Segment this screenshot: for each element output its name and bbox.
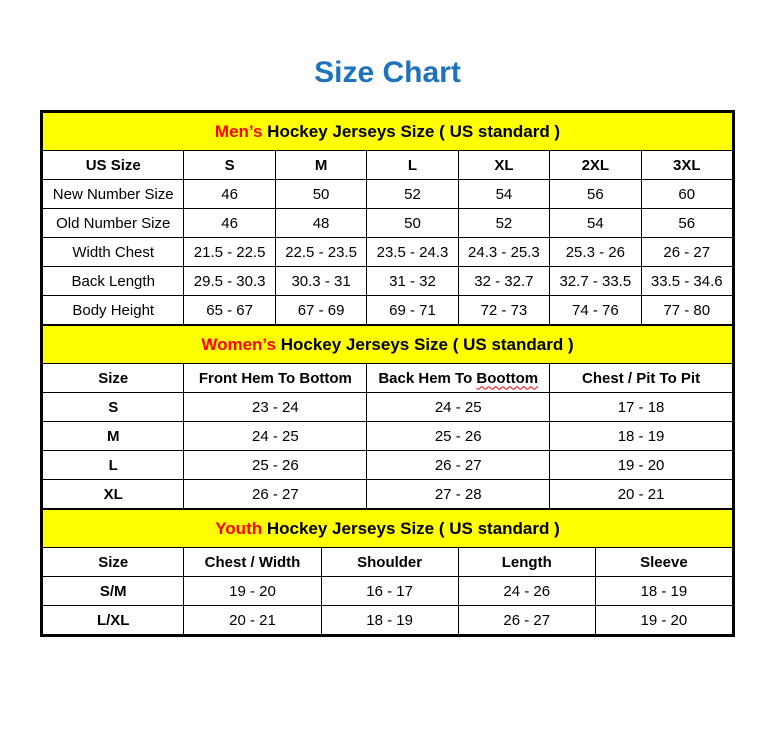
womens-table-cell: 17 - 18	[550, 393, 733, 422]
womens-row-label: S	[43, 393, 184, 422]
mens-table-cell: 21.5 - 22.5	[184, 238, 275, 267]
womens-table-cell: 25 - 26	[184, 451, 367, 480]
mens-table-cell: 48	[275, 209, 366, 238]
womens-row-label: XL	[43, 480, 184, 509]
mens-table-row	[43, 238, 733, 267]
mens-table-cell: 56	[641, 209, 732, 238]
womens-table-row	[43, 393, 733, 422]
page	[40, 56, 735, 637]
youth-table-cell: 18 - 19	[595, 577, 732, 606]
womens-table-row	[43, 451, 733, 480]
mens-table-cell: 54	[550, 209, 641, 238]
mens-table-row	[43, 209, 733, 238]
mens-column-header: L	[367, 151, 458, 180]
womens-header-row	[43, 364, 733, 393]
mens-table-cell: 23.5 - 24.3	[367, 238, 458, 267]
womens-row-label: M	[43, 422, 184, 451]
mens-table-cell: 67 - 69	[275, 296, 366, 325]
womens-section-title	[43, 326, 733, 364]
mens-table-row	[43, 180, 733, 209]
mens-row-label: Body Height	[43, 296, 184, 325]
mens-section-title-text: Hockey Jerseys Size ( US standard )	[262, 121, 561, 141]
womens-row-label: L	[43, 451, 184, 480]
youth-column-header: Shoulder	[321, 548, 458, 577]
womens-table-row	[43, 422, 733, 451]
womens-table-cell: 25 - 26	[367, 422, 550, 451]
mens-table-cell: 72 - 73	[458, 296, 549, 325]
womens-section-banner	[43, 326, 733, 364]
mens-table-cell: 52	[367, 180, 458, 209]
youth-column-header: Chest / Width	[184, 548, 321, 577]
womens-column-header: Front Hem To Bottom	[184, 364, 367, 393]
youth-row-label: S/M	[43, 577, 184, 606]
mens-table-cell: 33.5 - 34.6	[641, 267, 732, 296]
mens-row-label: New Number Size	[43, 180, 184, 209]
mens-table-row	[43, 267, 733, 296]
womens-table-cell: 24 - 25	[184, 422, 367, 451]
mens-table-cell: 25.3 - 26	[550, 238, 641, 267]
mens-column-header: US Size	[43, 151, 184, 180]
mens-table-cell: 24.3 - 25.3	[458, 238, 549, 267]
mens-table-cell: 46	[184, 180, 275, 209]
youth-table-row	[43, 606, 733, 635]
mens-table-cell: 56	[550, 180, 641, 209]
mens-table-cell: 30.3 - 31	[275, 267, 366, 296]
mens-table-cell: 74 - 76	[550, 296, 641, 325]
mens-table-cell: 32 - 32.7	[458, 267, 549, 296]
youth-column-header: Sleeve	[595, 548, 732, 577]
mens-table-cell: 32.7 - 33.5	[550, 267, 641, 296]
mens-table-cell: 77 - 80	[641, 296, 732, 325]
womens-column-header: Chest / Pit To Pit	[550, 364, 733, 393]
mens-table-row	[43, 296, 733, 325]
womens-column-header: Back Hem To Boottom	[367, 364, 550, 393]
womens-size-table	[42, 325, 733, 509]
mens-table-cell: 60	[641, 180, 732, 209]
womens-table-cell: 26 - 27	[367, 451, 550, 480]
youth-section-title	[43, 510, 733, 548]
youth-row-label: L/XL	[43, 606, 184, 635]
youth-column-header: Size	[43, 548, 184, 577]
youth-table-cell: 24 - 26	[458, 577, 595, 606]
mens-table-cell: 69 - 71	[367, 296, 458, 325]
youth-size-table	[42, 509, 733, 635]
mens-row-label: Old Number Size	[43, 209, 184, 238]
youth-section-banner	[43, 510, 733, 548]
mens-column-header: M	[275, 151, 366, 180]
youth-table-cell: 19 - 20	[595, 606, 732, 635]
mens-column-header: 3XL	[641, 151, 732, 180]
youth-column-header: Length	[458, 548, 595, 577]
mens-table-cell: 52	[458, 209, 549, 238]
womens-section-title-text: Hockey Jerseys Size ( US standard )	[275, 334, 574, 354]
womens-accent-word: Women’s	[201, 334, 276, 354]
youth-table-cell: 18 - 19	[321, 606, 458, 635]
womens-column-header: Size	[43, 364, 184, 393]
size-chart-tables	[40, 110, 735, 637]
mens-table-cell: 54	[458, 180, 549, 209]
mens-table-cell: 50	[367, 209, 458, 238]
mens-column-header: S	[184, 151, 275, 180]
womens-table-row	[43, 480, 733, 509]
page-title: Size Chart	[314, 56, 461, 89]
womens-table-cell: 24 - 25	[367, 393, 550, 422]
mens-table-cell: 65 - 67	[184, 296, 275, 325]
mens-table-cell: 22.5 - 23.5	[275, 238, 366, 267]
youth-accent-word: Youth	[215, 518, 263, 538]
womens-table-cell: 26 - 27	[184, 480, 367, 509]
youth-table-cell: 26 - 27	[458, 606, 595, 635]
youth-table-row	[43, 577, 733, 606]
womens-table-cell: 20 - 21	[550, 480, 733, 509]
youth-header-row	[43, 548, 733, 577]
mens-table-cell: 31 - 32	[367, 267, 458, 296]
womens-table-cell: 27 - 28	[367, 480, 550, 509]
womens-table-cell: 23 - 24	[184, 393, 367, 422]
womens-table-cell: 19 - 20	[550, 451, 733, 480]
mens-section-banner	[43, 113, 733, 151]
mens-header-row	[43, 151, 733, 180]
mens-column-header: 2XL	[550, 151, 641, 180]
mens-table-cell: 29.5 - 30.3	[184, 267, 275, 296]
mens-table-cell: 46	[184, 209, 275, 238]
youth-table-cell: 20 - 21	[184, 606, 321, 635]
mens-size-table	[42, 112, 733, 325]
mens-table-cell: 26 - 27	[641, 238, 732, 267]
misspelled-word: Boottom	[476, 369, 539, 387]
youth-table-cell: 16 - 17	[321, 577, 458, 606]
mens-row-label: Back Length	[43, 267, 184, 296]
mens-section-title	[43, 113, 733, 151]
mens-accent-word: Men’s	[214, 121, 263, 141]
youth-section-title-text: Hockey Jerseys Size ( US standard )	[262, 518, 560, 538]
mens-row-label: Width Chest	[43, 238, 184, 267]
womens-table-cell: 18 - 19	[550, 422, 733, 451]
youth-table-cell: 19 - 20	[184, 577, 321, 606]
mens-column-header: XL	[458, 151, 549, 180]
mens-table-cell: 50	[275, 180, 366, 209]
